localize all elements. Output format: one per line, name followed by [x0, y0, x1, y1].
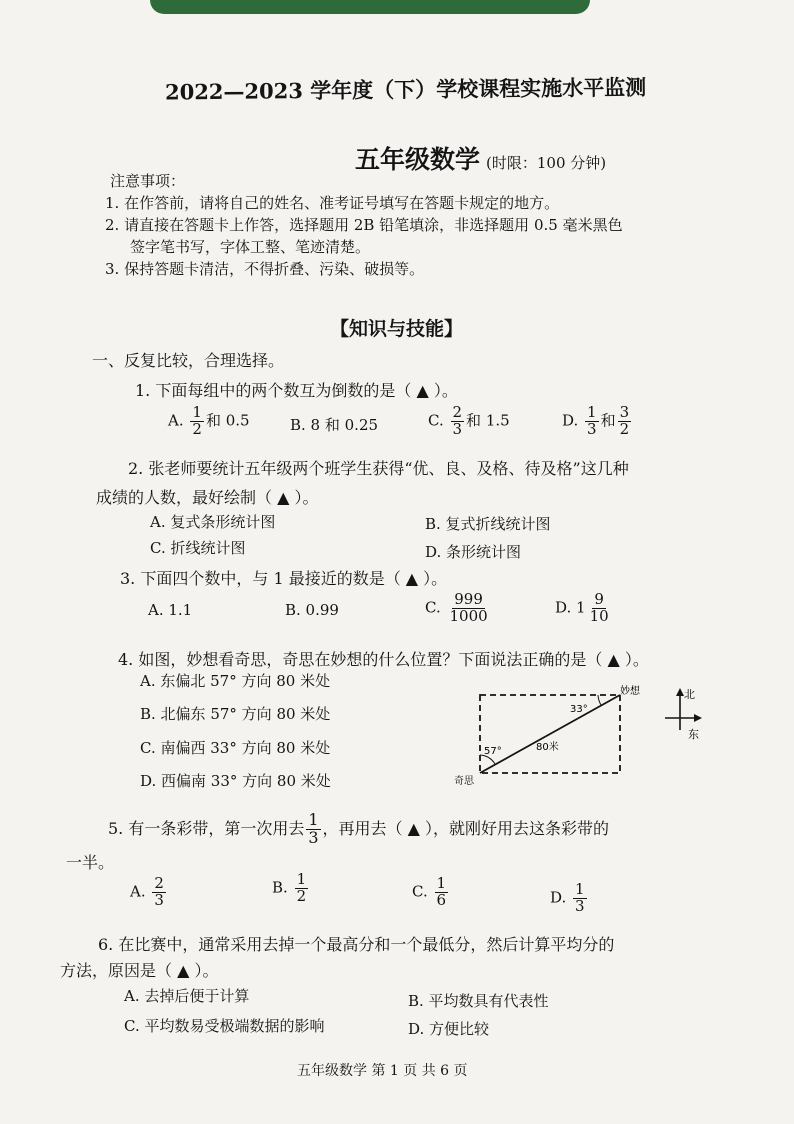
q3-option-d: D. 1 $\frac{9}{10}$	[555, 590, 609, 625]
q4-stem: 4. 如图，妙想看奇思，奇思在妙想的什么位置？下面说法正确的是（ ▲ ）。	[118, 650, 649, 669]
q2-stem-line1: 2. 张老师要统计五年级两个班学生获得“优、良、及格、待及格”这几种	[128, 459, 629, 478]
q1-c-fraction: $\frac{2}{3}$	[452, 403, 463, 438]
q1-option-a: A. $\frac{1}{2}$ 和 0.5	[168, 403, 250, 438]
q1-stem: 1. 下面每组中的两个数互为倒数的是（ ▲ ）。	[135, 381, 458, 400]
subject-name: 五年级数学	[355, 145, 481, 174]
q5-option-c: C. $\frac{1}{6}$	[412, 874, 447, 909]
q6-option-d: D. 方便比较	[408, 1020, 490, 1038]
page-footer: 五年级数学 第 1 页 共 6 页	[297, 1063, 468, 1079]
distance-label: 80米	[536, 742, 559, 753]
q4-option-c: C. 南偏西 33° 方向 80 米处	[140, 739, 331, 757]
q1-option-b: B. 8 和 0.25	[290, 416, 379, 434]
notice-item-3: 3. 保持答题卡清洁，不得折叠、污染、破损等。	[105, 260, 425, 278]
q3-option-c: C. $\frac{999}{1000}$	[425, 590, 488, 625]
exam-subtitle	[355, 140, 606, 176]
q6-stem-line2: 方法，原因是（ ▲ ）。	[60, 961, 219, 980]
q5-stem-fraction: $\frac{1}{3}$	[308, 810, 319, 847]
q2-stem-line2: 成绩的人数，最好绘制（ ▲ ）。	[96, 488, 319, 507]
compass-north-label: 北	[684, 688, 695, 701]
notice-item-2-cont: 签字笔书写，字体工整、笔迹清楚。	[130, 238, 371, 256]
q3-option-a: A. 1.1	[148, 601, 193, 619]
part-one-heading: 一、反复比较，合理选择。	[92, 351, 285, 370]
angle-bottom-label: 57°	[484, 746, 502, 757]
q5-a-fraction: $\frac{2}{3}$	[154, 874, 164, 909]
q3-d-fraction: $\frac{9}{10}$	[589, 590, 609, 625]
time-limit: (时限：100 分钟)	[486, 154, 607, 172]
compass-north-arrow	[676, 688, 684, 696]
q3-stem: 3. 下面四个数中，与 1 最接近的数是（ ▲ ）。	[120, 569, 448, 588]
compass-east-arrow	[694, 714, 702, 722]
exam-title: 2022—2023 学年度（下）学校课程实施水平监测	[164, 74, 647, 105]
q6-stem-line1: 6. 在比赛中，通常采用去掉一个最高分和一个最低分，然后计算平均分的	[98, 935, 615, 954]
q2-option-c: C. 折线统计图	[150, 539, 246, 557]
figure-diagonal-line	[480, 695, 620, 773]
q3-c-fraction: $\frac{999}{1000}$	[449, 590, 488, 625]
q1-option-c: C. $\frac{2}{3}$ 和 1.5	[428, 403, 510, 438]
angle-top-label: 33°	[570, 704, 588, 715]
q1-option-d: D. $\frac{1}{3}$ 和 $\frac{3}{2}$	[562, 403, 630, 438]
q6-option-c: C. 平均数易受极端数据的影响	[124, 1017, 325, 1035]
q1-a-fraction: $\frac{1}{2}$	[192, 403, 202, 438]
q5-d-fraction: $\frac{1}{3}$	[575, 880, 585, 915]
q4-direction-figure	[440, 680, 720, 790]
q4-option-d: D. 西偏南 33° 方向 80 米处	[140, 772, 331, 790]
q5-stem-line2: 一半。	[66, 853, 115, 872]
q5-stem-line1: 5. 有一条彩带，第一次用去 $\frac{1}{3}$ ，再用去（ ▲ ），就刚好用去这条彩带的	[108, 810, 610, 847]
top-color-band	[150, 0, 590, 14]
q2-option-b: B. 复式折线统计图	[425, 515, 551, 533]
q2-option-a: A. 复式条形统计图	[150, 513, 276, 531]
notice-heading: 注意事项：	[110, 172, 186, 190]
compass-east-label: 东	[688, 728, 699, 741]
q5-c-fraction: $\frac{1}{6}$	[436, 874, 447, 909]
q4-option-a: A. 东偏北 57° 方向 80 米处	[140, 672, 331, 690]
q5-option-d: D. $\frac{1}{3}$	[550, 880, 585, 915]
q6-option-a: A. 去掉后便于计算	[124, 987, 250, 1005]
section-title: 【知识与技能】	[330, 318, 464, 340]
q6-option-b: B. 平均数具有代表性	[408, 992, 549, 1010]
q5-option-a: A. $\frac{2}{3}$	[130, 874, 164, 909]
q2-option-d: D. 条形统计图	[425, 543, 522, 561]
q1-d-fraction-2: $\frac{3}{2}$	[619, 403, 630, 438]
angle-arc-top	[598, 695, 601, 705]
notice-item-2: 2. 请直接在答题卡上作答，选择题用 2B 铅笔填涂，非选择题用 0.5 毫米黑色	[105, 216, 623, 234]
q5-option-b: B. $\frac{1}{2}$	[272, 870, 307, 905]
q1-d-fraction-1: $\frac{1}{3}$	[587, 403, 597, 438]
q4-option-b: B. 北偏东 57° 方向 80 米处	[140, 705, 331, 723]
notice-item-1: 1. 在作答前，请将自己的姓名、准考证号填写在答题卡规定的地方。	[105, 194, 560, 212]
q5-b-fraction: $\frac{1}{2}$	[296, 870, 307, 905]
qisi-label: 奇思	[454, 776, 474, 787]
miaoxiang-label: 妙想	[620, 686, 640, 697]
q3-option-b: B. 0.99	[285, 601, 339, 619]
